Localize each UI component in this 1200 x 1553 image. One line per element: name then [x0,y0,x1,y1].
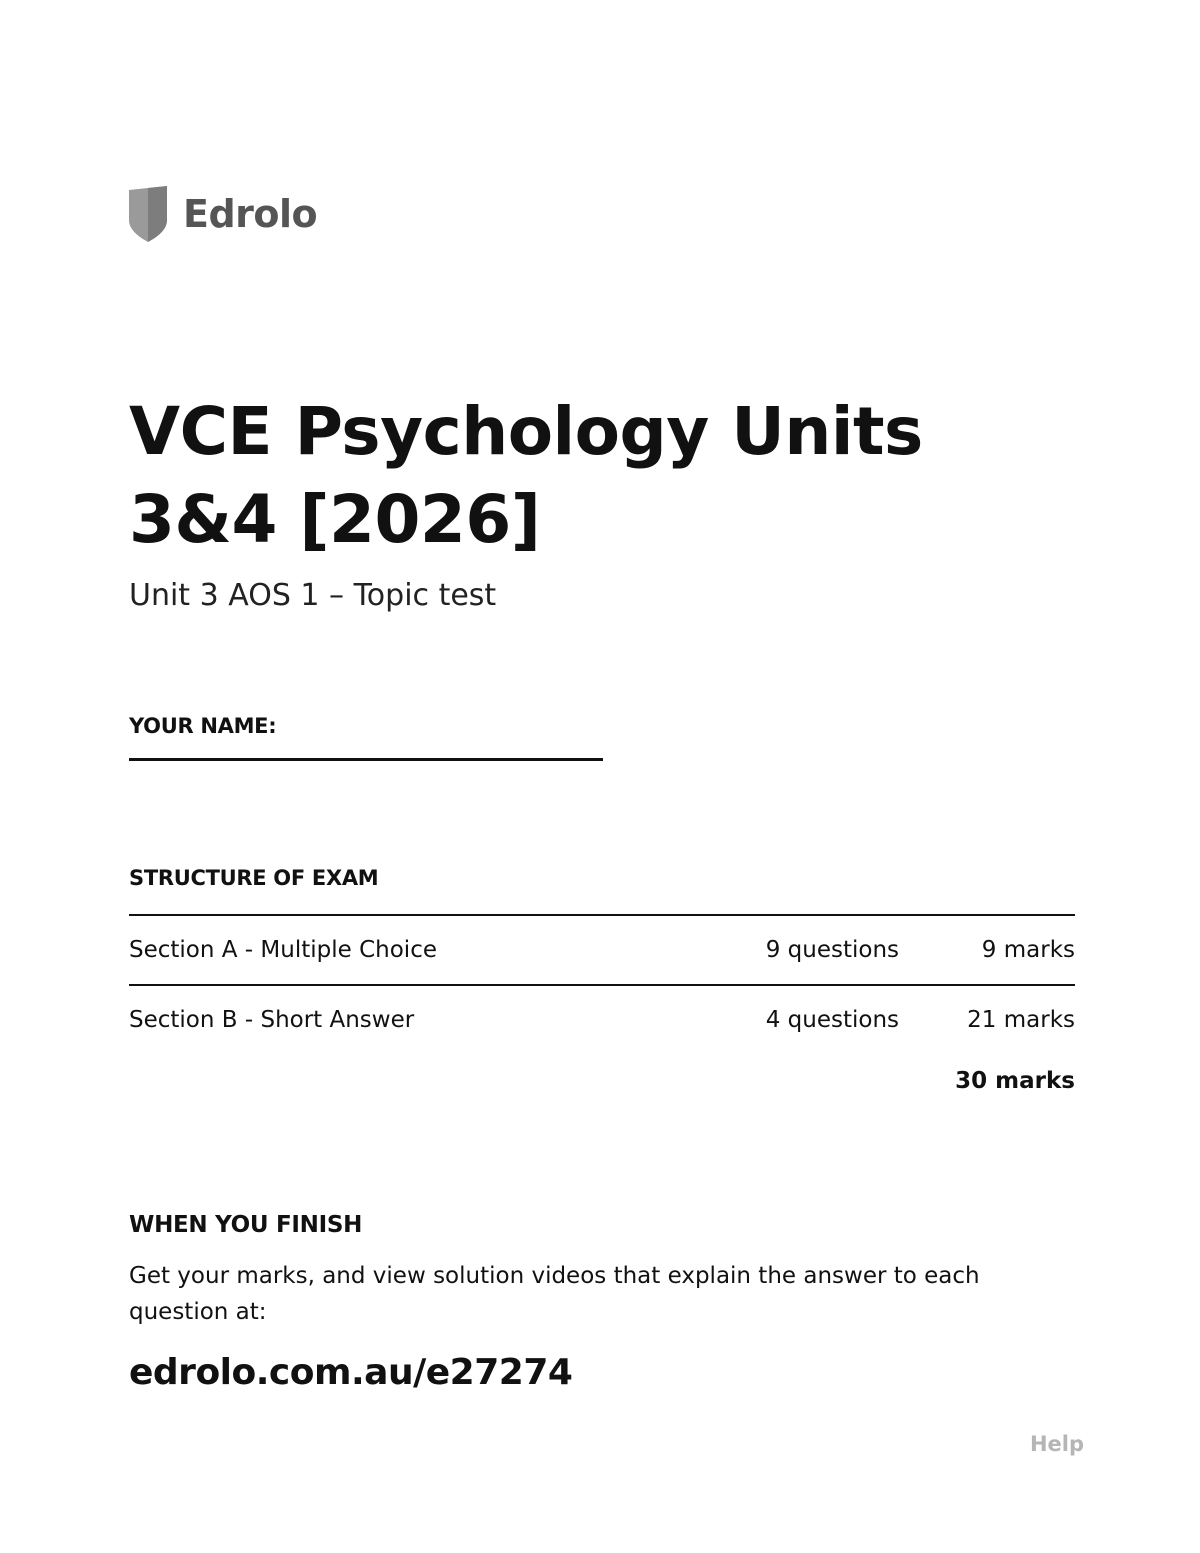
section-marks: 21 marks [967,1007,1075,1033]
document-subtitle: Unit 3 AOS 1 – Topic test [129,578,497,613]
help-link[interactable]: Help [1029,1432,1084,1456]
section-name: Section B - Short Answer [129,1007,415,1033]
section-marks: 9 marks [981,937,1075,963]
structure-heading: STRUCTURE OF EXAM [129,866,379,890]
name-field-label: YOUR NAME: [129,714,277,738]
total-marks: 30 marks [955,1068,1075,1094]
table-row [129,914,1075,984]
exam-structure-table [129,914,1075,1094]
brand-name: Edrolo [183,192,318,236]
section-questions: 4 questions [765,1007,899,1033]
brand-logo [129,186,317,242]
section-name: Section A - Multiple Choice [129,937,437,963]
finish-heading: WHEN YOU FINISH [129,1212,363,1238]
name-field-line [129,758,603,761]
table-row [129,984,1075,1054]
finish-instructions: Get your marks, and view solution videos that explain the answer to each question at: [129,1263,980,1325]
section-questions: 9 questions [765,937,899,963]
shield-icon [129,186,167,242]
document-title: VCE Psychology Units 3&4 [2026] [129,393,923,558]
solutions-url[interactable]: edrolo.com.au/e27274 [129,1352,573,1393]
